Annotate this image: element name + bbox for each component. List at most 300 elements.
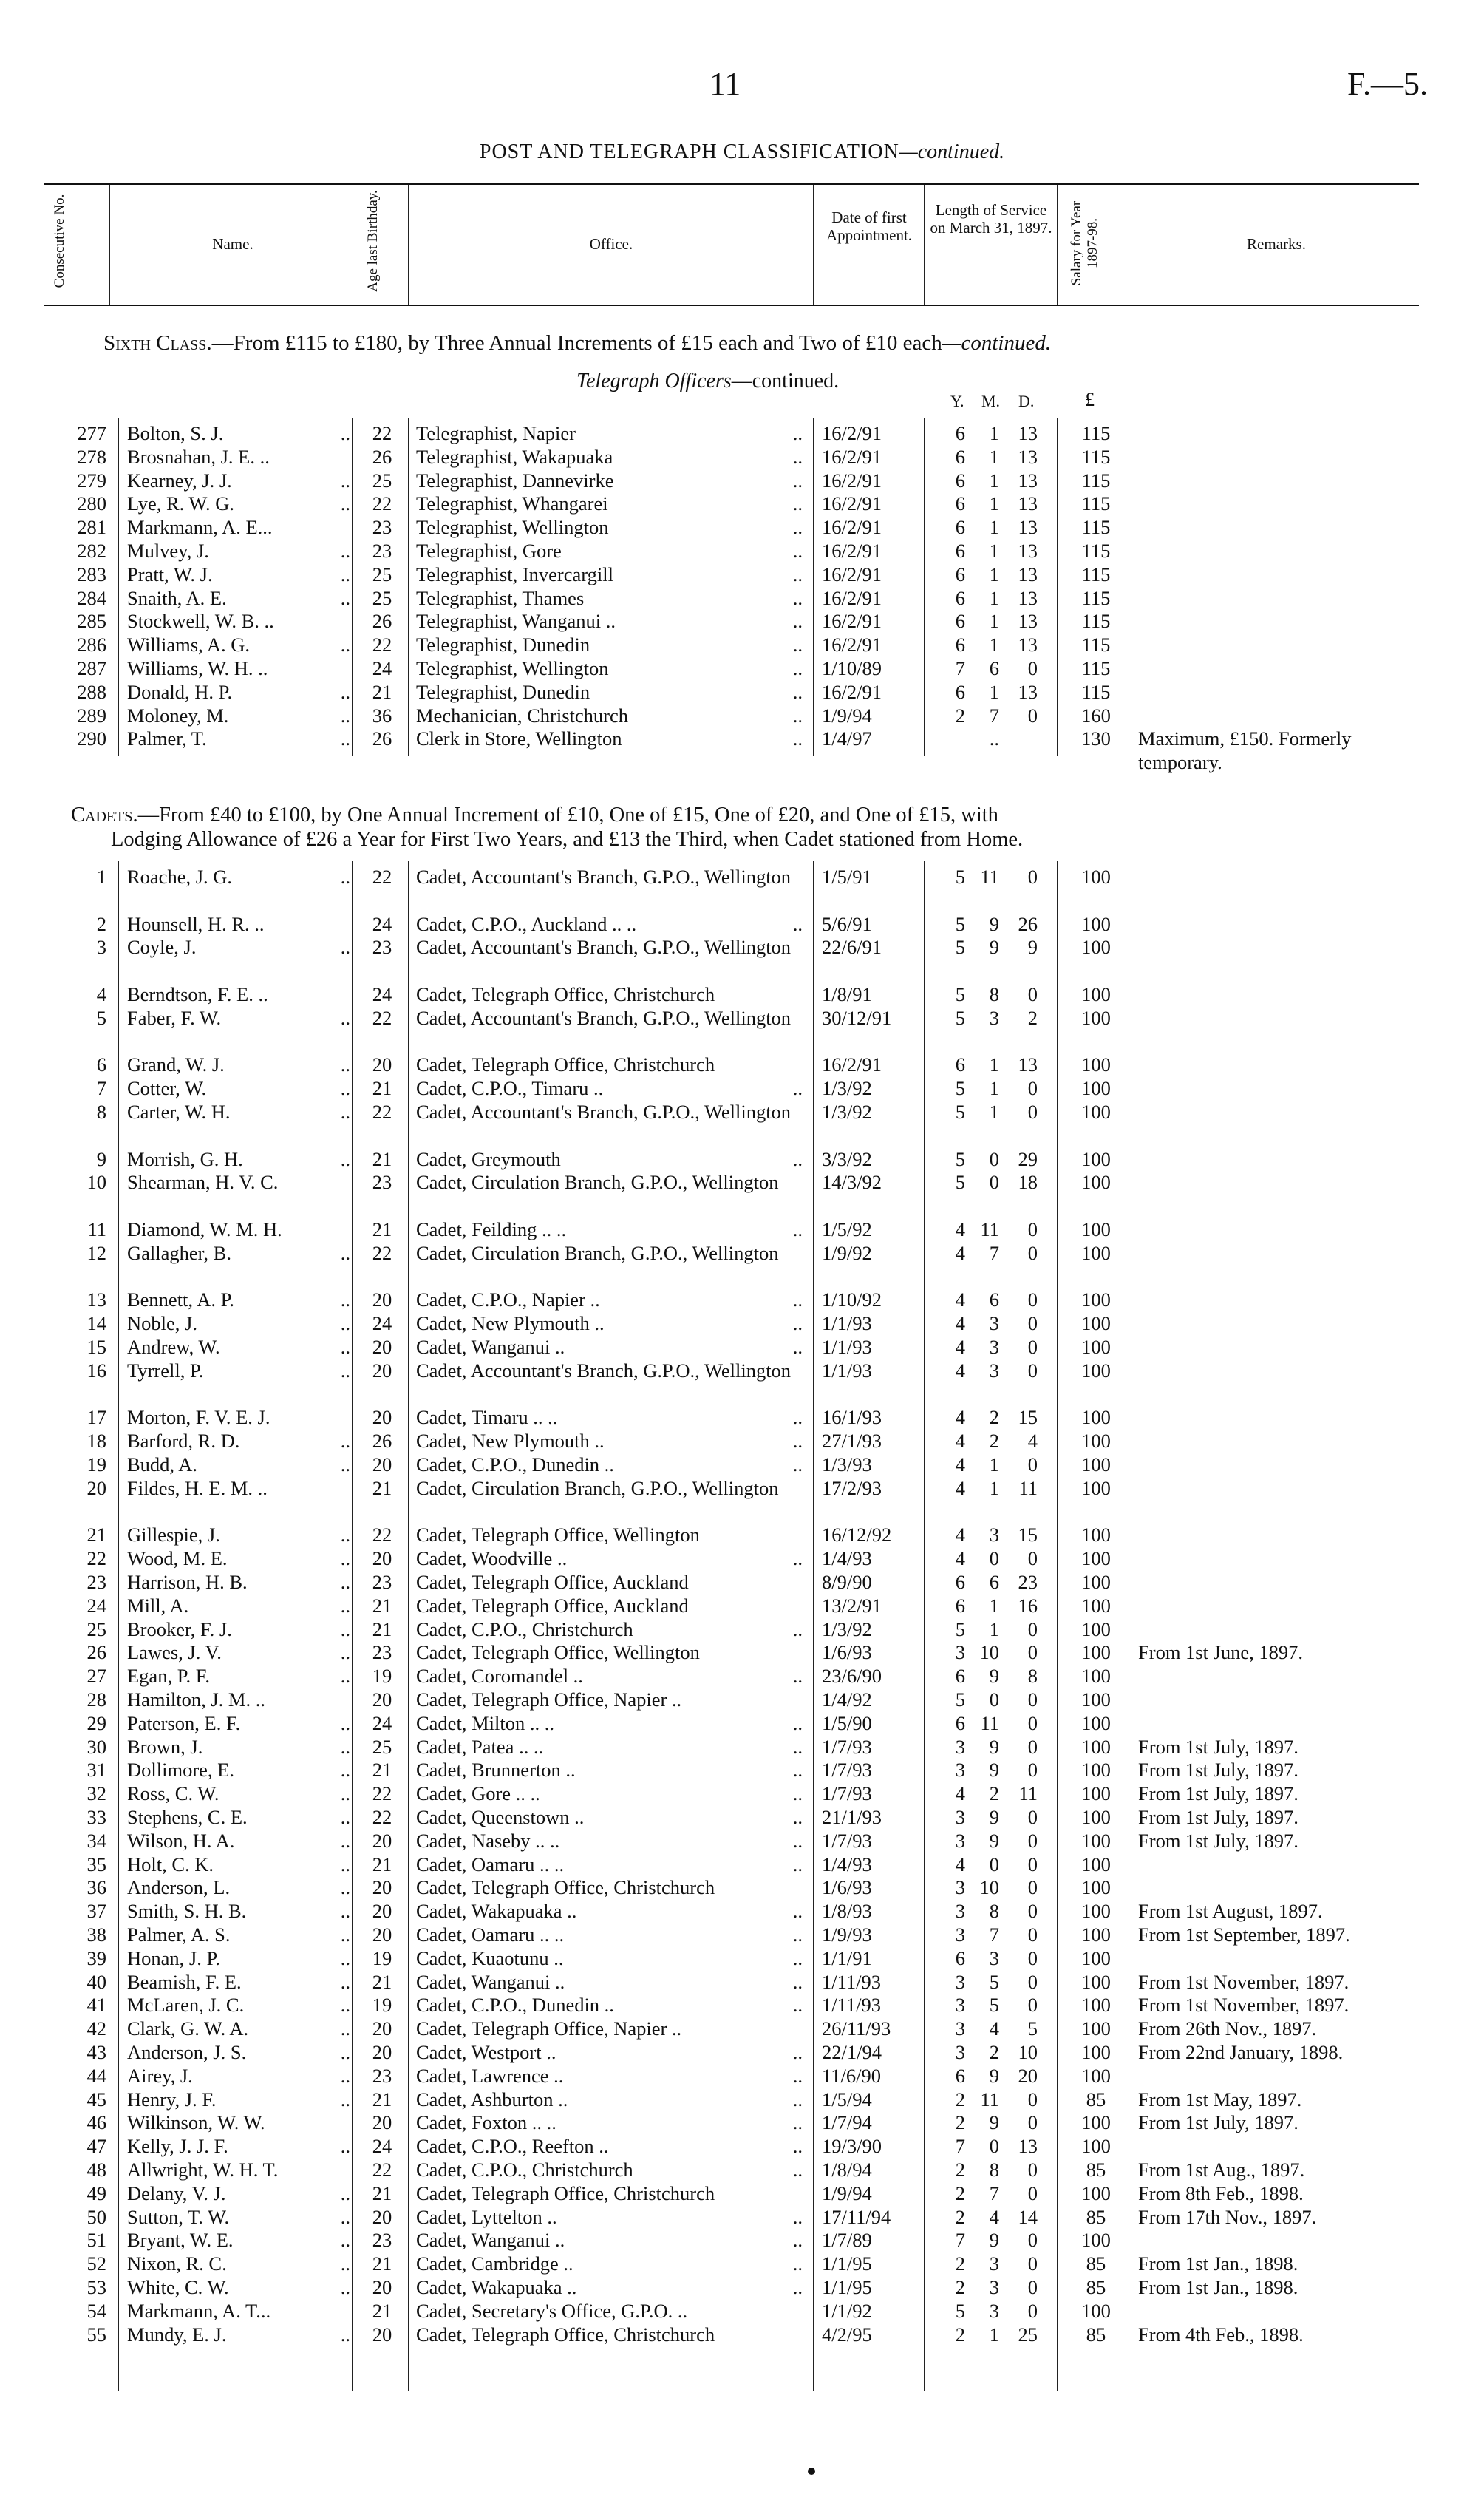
row-name: Beamish, F. E.	[127, 1970, 242, 1993]
row-number: 290	[77, 727, 106, 750]
row-salary: 100	[1081, 1006, 1111, 1029]
row-date: 1/4/92	[822, 1688, 872, 1711]
row-office: Cadet, Accountant's Branch, G.P.O., Wellington	[416, 936, 792, 959]
row-months: 1	[989, 1101, 999, 1123]
row-date: 14/3/92	[822, 1171, 882, 1194]
header-top-rule	[44, 183, 1419, 185]
row-date: 1/3/92	[822, 1101, 872, 1123]
row-name: Paterson, E. F.	[127, 1711, 241, 1734]
row-months: 11	[980, 1711, 999, 1734]
row-name: Carter, W. H.	[127, 1101, 231, 1123]
row-name: Palmer, A. S.	[127, 1923, 231, 1946]
row-remarks: From 1st July, 1897.	[1138, 1806, 1298, 1828]
row-name-leader: ..	[340, 1923, 350, 1946]
row-date: 1/4/93	[822, 1547, 872, 1570]
row-date: 17/2/93	[822, 1476, 882, 1499]
row-years: 5	[955, 1147, 965, 1170]
row-office: Telegraphist, Wanganui ..	[416, 610, 616, 633]
row-years: 3	[955, 1735, 965, 1758]
row-office-leader: ..	[792, 1288, 803, 1311]
row-remarks: From 1st July, 1897.	[1138, 1759, 1298, 1782]
row-days: 0	[1027, 2159, 1038, 2181]
row-name: Grand, W. J.	[127, 1053, 225, 1076]
row-number: 277	[77, 422, 106, 444]
row-office: Cadet, C.P.O., Dunedin ..	[416, 1453, 614, 1476]
row-remarks: From 1st May, 1897.	[1138, 2088, 1302, 2111]
row-years: 3	[955, 1900, 965, 1923]
row-office: Cadet, Lawrence ..	[416, 2064, 564, 2087]
row-years: 5	[955, 1077, 965, 1100]
row-days: 4	[1027, 1430, 1038, 1453]
row-date: 16/2/91	[822, 445, 882, 468]
row-days: 10	[1018, 2041, 1038, 2063]
row-name-leader: ..	[340, 2181, 350, 2204]
row-name-leader: ..	[340, 680, 350, 703]
row-date: 16/2/91	[822, 680, 882, 703]
row-days: 0	[1027, 2181, 1038, 2204]
row-office-leader: ..	[792, 1312, 803, 1335]
row-office: Cadet, Oamaru .. ..	[416, 1923, 565, 1946]
row-office: Telegraphist, Thames	[416, 586, 585, 609]
row-date: 16/1/93	[822, 1406, 882, 1429]
row-age: 20	[372, 2041, 392, 2063]
row-name: Kearney, J. J.	[127, 469, 232, 492]
row-years: 2	[955, 2181, 965, 2204]
row-age: 22	[372, 422, 392, 444]
row-salary: 100	[1081, 1853, 1111, 1875]
row-salary: 100	[1081, 1759, 1111, 1782]
row-office-leader: ..	[792, 1453, 803, 1476]
row-date: 1/5/94	[822, 2088, 872, 2111]
row-age: 20	[372, 1876, 392, 1899]
row-remarks: From 1st July, 1897.	[1138, 2111, 1298, 2134]
row-salary: 100	[1081, 1970, 1111, 1993]
row-office-leader: ..	[792, 2276, 803, 2298]
row-number: 30	[86, 1735, 106, 1758]
row-office-leader: ..	[792, 1547, 803, 1570]
row-salary: 100	[1081, 1101, 1111, 1123]
row-name-leader: ..	[340, 1288, 350, 1311]
row-name-leader: ..	[340, 1735, 350, 1758]
row-date: 1/11/93	[822, 1970, 881, 1993]
row-age: 20	[372, 1406, 392, 1429]
row-name: Henry, J. F.	[127, 2088, 217, 2111]
row-office: Cadet, Circulation Branch, G.P.O., Wellington	[416, 1171, 779, 1194]
row-name-leader: ..	[340, 2088, 350, 2111]
row-salary: 100	[1081, 1594, 1111, 1617]
sixth-class-heading: Sixth Class.—From £115 to £180, by Three Annual Increments of £15 each and Two of £10 each—continued.	[103, 331, 1052, 355]
row-days: 13	[1018, 422, 1038, 444]
row-number: 55	[86, 2323, 106, 2346]
row-date: 1/7/94	[822, 2111, 872, 2134]
row-office: Cadet, Kuaotunu ..	[416, 1946, 564, 1969]
row-office: Cadet, Circulation Branch, G.P.O., Wellington	[416, 1241, 779, 1264]
row-months: 0	[989, 1547, 999, 1570]
row-age: 21	[372, 1759, 392, 1782]
row-days: 0	[1027, 1101, 1038, 1123]
row-number: 287	[77, 657, 106, 679]
row-name-leader: ..	[340, 1336, 350, 1358]
row-remarks: From 1st June, 1897.	[1138, 1641, 1304, 1664]
row-months: 6	[989, 657, 999, 679]
row-name: Nixon, R. C.	[127, 2252, 227, 2275]
row-days: 0	[1027, 866, 1038, 888]
row-salary: 100	[1081, 2017, 1111, 2040]
row-number: 14	[86, 1312, 106, 1335]
row-age: 20	[372, 1053, 392, 1076]
row-days: 13	[1018, 680, 1038, 703]
row-name: Morrish, G. H.	[127, 1147, 243, 1170]
row-months: 2	[989, 1430, 999, 1453]
row-days: 0	[1027, 2252, 1038, 2275]
row-date: 23/6/90	[822, 1665, 882, 1688]
row-years: 5	[955, 1617, 965, 1640]
row-date: 1/9/94	[822, 2181, 872, 2204]
row-months: 0	[989, 1147, 999, 1170]
row-salary: 160	[1081, 704, 1111, 727]
row-name: Noble, J.	[127, 1312, 197, 1335]
row-months: 0	[989, 1688, 999, 1711]
row-office: Cadet, Telegraph Office, Christchurch	[416, 983, 715, 1005]
row-office: Clerk in Store, Wellington	[416, 727, 622, 750]
row-name-leader: ..	[340, 1547, 350, 1570]
row-office-leader: ..	[792, 1617, 803, 1640]
row-name: Egan, P. F.	[127, 1665, 210, 1688]
row-number: 6	[96, 1053, 106, 1076]
row-date: 1/10/92	[822, 1288, 882, 1311]
row-remarks: From 1st November, 1897.	[1138, 1994, 1349, 2017]
row-office: Cadet, C.P.O., Auckland .. ..	[416, 912, 637, 935]
row-date: 27/1/93	[822, 1430, 882, 1453]
row-office-leader: ..	[792, 1711, 803, 1734]
row-age: 21	[372, 2252, 392, 2275]
row-months: 1	[989, 492, 999, 515]
row-months: 11	[980, 1218, 999, 1240]
row-date: 16/2/91	[822, 422, 882, 444]
row-office-leader: ..	[792, 1900, 803, 1923]
row-months: 2	[989, 1406, 999, 1429]
row-days: 0	[1027, 1735, 1038, 1758]
row-age: 24	[372, 912, 392, 935]
row-salary: 100	[1081, 1688, 1111, 1711]
row-name-leader: ..	[340, 1876, 350, 1899]
row-days: 16	[1018, 1594, 1038, 1617]
row-days: 0	[1027, 1688, 1038, 1711]
row-days: 0	[1027, 1946, 1038, 1969]
row-months: 3	[989, 1006, 999, 1029]
row-name: Cotter, W.	[127, 1077, 207, 1100]
row-office: Cadet, Telegraph Office, Auckland	[416, 1594, 689, 1617]
row-date: 1/6/93	[822, 1876, 872, 1899]
row-days: 0	[1027, 1288, 1038, 1311]
row-date: 16/2/91	[822, 634, 882, 656]
row-salary: 100	[1081, 2064, 1111, 2087]
row-date: 1/7/93	[822, 1829, 872, 1852]
row-name: White, C. W.	[127, 2276, 229, 2298]
row-years: 4	[955, 1406, 965, 1429]
row-days: 26	[1018, 912, 1038, 935]
row-name: Wilkinson, W. W.	[127, 2111, 265, 2134]
row-age: 25	[372, 469, 392, 492]
row-years: 5	[955, 1006, 965, 1029]
row-months: 1	[989, 516, 999, 539]
row-number: 54	[86, 2299, 106, 2322]
row-name-leader: ..	[340, 2064, 350, 2087]
row-office: Cadet, Westport ..	[416, 2041, 556, 2063]
row-office: Cadet, Telegraph Office, Christchurch	[416, 2323, 715, 2346]
row-months: 2	[989, 1782, 999, 1805]
row-years: 4	[955, 1547, 965, 1570]
row-age: 23	[372, 2064, 392, 2087]
row-office: Cadet, Accountant's Branch, G.P.O., Wellington	[416, 866, 792, 888]
row-days: 0	[1027, 1994, 1038, 2017]
row-office-leader: ..	[792, 727, 803, 750]
row-days: 0	[1027, 1218, 1038, 1240]
row-salary: 115	[1081, 563, 1111, 585]
row-age: 21	[372, 1218, 392, 1240]
row-office: Telegraphist, Dunedin	[416, 634, 590, 656]
row-date: 8/9/90	[822, 1571, 872, 1593]
row-days: 0	[1027, 704, 1038, 727]
row-months: 10	[979, 1876, 999, 1899]
row-days: 13	[1018, 2135, 1038, 2158]
row-number: 7	[96, 1077, 106, 1100]
row-name: Hamilton, J. M. ..	[127, 1688, 265, 1711]
row-office: Cadet, Woodville ..	[416, 1547, 568, 1570]
row-name: Fildes, H. E. M. ..	[127, 1476, 268, 1499]
row-remarks: From 17th Nov., 1897.	[1138, 2205, 1317, 2228]
row-name: Bennett, A. P.	[127, 1288, 235, 1311]
row-salary: 115	[1081, 422, 1111, 444]
row-name-leader: ..	[340, 1665, 350, 1688]
row-years: 4	[955, 1336, 965, 1358]
row-salary: 100	[1081, 1665, 1111, 1688]
row-age: 26	[372, 445, 392, 468]
row-years: 4	[955, 1853, 965, 1875]
row-years: 5	[955, 866, 965, 888]
row-office: Cadet, New Plymouth ..	[416, 1430, 605, 1453]
row-days: 13	[1018, 445, 1038, 468]
row-office-leader: ..	[792, 586, 803, 609]
row-age: 26	[372, 727, 392, 750]
row-date: 1/4/97	[822, 727, 872, 750]
row-date: 1/5/90	[822, 1711, 872, 1734]
row-number: 20	[86, 1476, 106, 1499]
row-date: 1/6/93	[822, 1641, 872, 1664]
row-years: 3	[955, 1806, 965, 1828]
row-name-leader: ..	[340, 727, 350, 750]
row-age: 26	[372, 610, 392, 633]
row-date: 16/2/91	[822, 540, 882, 562]
row-age: 22	[372, 1101, 392, 1123]
row-remarks: From 1st July, 1897.	[1138, 1829, 1298, 1852]
row-office-leader: ..	[792, 1853, 803, 1875]
row-salary: 85	[1086, 2276, 1106, 2298]
row-days: 0	[1027, 1876, 1038, 1899]
row-age: 22	[372, 1806, 392, 1828]
row-remarks: From 1st Jan., 1898.	[1138, 2276, 1298, 2298]
row-number: 28	[86, 1688, 106, 1711]
row-name-leader: ..	[340, 1711, 350, 1734]
row-name: Dollimore, E.	[127, 1759, 234, 1782]
row-years: 4	[955, 1453, 965, 1476]
row-date: 16/2/91	[822, 563, 882, 585]
row-name: Markmann, A. T...	[127, 2299, 271, 2322]
row-office-leader: ..	[792, 680, 803, 703]
row-number: 41	[86, 1994, 106, 2017]
row-salary: 100	[1081, 1476, 1111, 1499]
row-name: Brooker, F. J.	[127, 1617, 232, 1640]
row-months: 11	[980, 2088, 999, 2111]
row-number: 4	[96, 983, 106, 1005]
row-salary: 100	[1081, 2181, 1111, 2204]
row-office-leader: ..	[792, 1829, 803, 1852]
row-remarks: From 1st Aug., 1897.	[1138, 2159, 1305, 2181]
row-years: 6	[955, 516, 965, 539]
row-remarks: From 1st July, 1897.	[1138, 1735, 1298, 1758]
row-date: 1/5/91	[822, 866, 872, 888]
row-days: 0	[1027, 1970, 1038, 1993]
row-name: Kelly, J. J. F.	[127, 2135, 228, 2158]
row-months: 1	[989, 1617, 999, 1640]
row-years: 3	[955, 2041, 965, 2063]
row-date: 1/1/93	[822, 1359, 872, 1382]
row-number: 5	[96, 1006, 106, 1029]
row-office: Cadet, C.P.O., Napier ..	[416, 1288, 600, 1311]
row-office-leader: ..	[792, 1077, 803, 1100]
row-number: 3	[96, 936, 106, 959]
row-years: 2	[955, 704, 965, 727]
row-office: Cadet, Milton .. ..	[416, 1711, 554, 1734]
row-days: 0	[1027, 2229, 1038, 2252]
row-remarks: From 1st August, 1897.	[1138, 1900, 1323, 1923]
row-salary: 100	[1081, 1453, 1111, 1476]
row-name: Gillespie, J.	[127, 1524, 220, 1546]
row-age: 21	[372, 1077, 392, 1100]
row-months: 7	[989, 1923, 999, 1946]
row-years: 6	[955, 492, 965, 515]
row-months: 1	[989, 1077, 999, 1100]
row-name-leader: ..	[340, 2205, 350, 2228]
row-years: 3	[955, 1829, 965, 1852]
row-office-leader: ..	[792, 1782, 803, 1805]
row-days: 25	[1018, 2323, 1038, 2346]
row-name: Barford, R. D.	[127, 1430, 240, 1453]
row-days: 11	[1018, 1782, 1038, 1805]
row-office-leader: ..	[792, 1735, 803, 1758]
row-months: 7	[989, 1241, 999, 1264]
row-months: 10	[979, 1641, 999, 1664]
row-age: 24	[372, 1711, 392, 1734]
row-months: 3	[989, 1312, 999, 1335]
row-number: 13	[86, 1288, 106, 1311]
row-name-leader: ..	[340, 1359, 350, 1382]
row-name-leader: ..	[340, 1806, 350, 1828]
row-office: Cadet, Circulation Branch, G.P.O., Wellington	[416, 1476, 779, 1499]
row-name-leader: ..	[340, 1970, 350, 1993]
row-office: Cadet, Oamaru .. ..	[416, 1853, 565, 1875]
row-salary: 100	[1081, 1735, 1111, 1758]
row-office: Cadet, C.P.O., Christchurch	[416, 2159, 633, 2181]
row-days: 15	[1018, 1524, 1038, 1546]
row-age: 26	[372, 1430, 392, 1453]
row-age: 20	[372, 1288, 392, 1311]
row-remarks: From 1st Jan., 1898.	[1138, 2252, 1298, 2275]
page-title: POST AND TELEGRAPH CLASSIFICATION—continued.	[479, 140, 1005, 163]
row-office-leader: ..	[792, 1665, 803, 1688]
row-salary: 115	[1081, 634, 1111, 656]
row-years: 6	[955, 563, 965, 585]
row-number: 37	[86, 1900, 106, 1923]
row-age: 19	[372, 1946, 392, 1969]
row-remarks: From 4th Feb., 1898.	[1138, 2323, 1304, 2346]
row-office-leader: ..	[792, 2229, 803, 2252]
row-years: 6	[955, 610, 965, 633]
row-office-leader: ..	[792, 704, 803, 727]
row-years: 6	[955, 634, 965, 656]
row-years: 6	[955, 445, 965, 468]
row-name: Mundy, E. J.	[127, 2323, 227, 2346]
row-salary: 85	[1086, 2205, 1106, 2228]
row-years: 6	[955, 540, 965, 562]
row-name: Sutton, T. W.	[127, 2205, 230, 2228]
row-date: 1/9/94	[822, 704, 872, 727]
row-office: Cadet, Wanganui ..	[416, 2229, 565, 2252]
row-months: 9	[989, 1735, 999, 1758]
row-date: 1/9/93	[822, 1923, 872, 1946]
row-years: 3	[955, 2017, 965, 2040]
row-salary: 100	[1081, 866, 1111, 888]
row-name-leader: ..	[340, 1900, 350, 1923]
row-months: 1	[989, 1053, 999, 1076]
row-name: Wilson, H. A.	[127, 1829, 235, 1852]
row-date: 1/1/95	[822, 2276, 872, 2298]
row-number: 25	[86, 1617, 106, 1640]
row-years: 4	[955, 1476, 965, 1499]
row-days: 0	[1027, 657, 1038, 679]
row-office-leader: ..	[792, 1336, 803, 1358]
row-years: 2	[955, 2276, 965, 2298]
row-days: 13	[1018, 1053, 1038, 1076]
row-age: 21	[372, 2299, 392, 2322]
row-office: Telegraphist, Wellington	[416, 657, 609, 679]
row-name: Gallagher, B.	[127, 1241, 231, 1264]
row-name-leader: ..	[340, 1077, 350, 1100]
row-number: 282	[77, 540, 106, 562]
row-office: Cadet, Secretary's Office, G.P.O. ..	[416, 2299, 688, 2322]
row-salary: 100	[1081, 2135, 1111, 2158]
row-number: 16	[86, 1359, 106, 1382]
header-remarks: Remarks.	[1247, 235, 1306, 253]
row-office: Telegraphist, Gore	[416, 540, 562, 562]
row-number: 1	[96, 866, 106, 888]
row-name: Diamond, W. M. H.	[127, 1218, 282, 1240]
row-remarks: From 1st September, 1897.	[1138, 1923, 1350, 1946]
row-office: Cadet, Accountant's Branch, G.P.O., Wellington	[416, 1101, 792, 1123]
row-name: Honan, J. P.	[127, 1946, 220, 1969]
row-days: 13	[1018, 492, 1038, 515]
cadets-heading-line2: Lodging Allowance of £26 a Year for First Two Years, and £13 the Third, when Cadet stationed from Home.	[111, 828, 1024, 851]
row-number: 285	[77, 610, 106, 633]
row-office: Cadet, Greymouth	[416, 1147, 561, 1170]
row-office: Cadet, Telegraph Office, Christchurch	[416, 1876, 715, 1899]
row-date: 1/5/92	[822, 1218, 872, 1240]
row-office: Cadet, Queenstown ..	[416, 1806, 585, 1828]
row-name: Anderson, L.	[127, 1876, 231, 1899]
row-date: 1/8/93	[822, 1900, 872, 1923]
row-number: 53	[86, 2276, 106, 2298]
row-months: 1	[989, 422, 999, 444]
